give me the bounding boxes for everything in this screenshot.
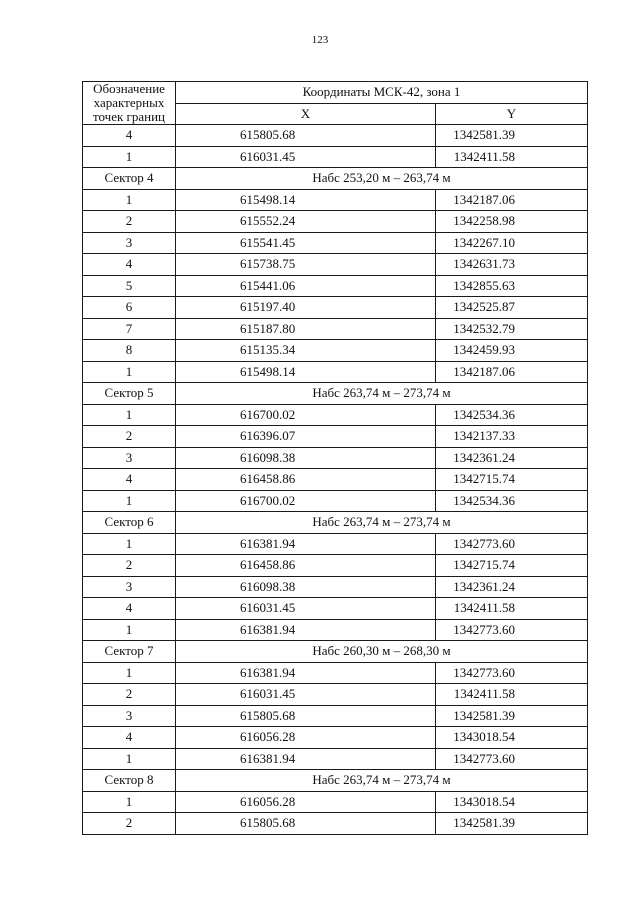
header-row xyxy=(83,82,588,104)
coordinate-row xyxy=(83,598,588,620)
sector-name: Сектор 4 xyxy=(83,168,176,190)
coordinate-row xyxy=(83,490,588,512)
x-coordinate-cell: 616381.94 xyxy=(176,619,436,641)
point-cell: 4 xyxy=(83,598,176,620)
y-coordinate-cell: 1342855.63 xyxy=(436,275,588,297)
point-column-header xyxy=(83,82,176,125)
y-coordinate-cell: 1342361.24 xyxy=(436,447,588,469)
coordinate-row xyxy=(83,619,588,641)
point-cell: 1 xyxy=(83,404,176,426)
coordinate-row xyxy=(83,813,588,835)
coordinate-row xyxy=(83,254,588,276)
sector-height-range: Набс 263,74 м – 273,74 м xyxy=(176,770,588,792)
coordinate-row xyxy=(83,189,588,211)
point-cell: 8 xyxy=(83,340,176,362)
sector-height-range: Набс 263,74 м – 273,74 м xyxy=(176,512,588,534)
point-cell: 3 xyxy=(83,232,176,254)
point-cell: 1 xyxy=(83,490,176,512)
point-cell: 3 xyxy=(83,576,176,598)
coordinate-row xyxy=(83,211,588,233)
y-coordinate-cell: 1342187.06 xyxy=(436,189,588,211)
coordinate-row xyxy=(83,576,588,598)
coordinates-table-body xyxy=(83,82,588,835)
x-coordinate-cell: 616031.45 xyxy=(176,684,436,706)
point-cell: 4 xyxy=(83,727,176,749)
x-coordinate-cell: 615135.34 xyxy=(176,340,436,362)
y-coordinate-cell: 1342773.60 xyxy=(436,662,588,684)
coordinate-row xyxy=(83,469,588,491)
coordinates-table xyxy=(82,81,588,835)
sector-name: Сектор 7 xyxy=(83,641,176,663)
point-header-line-1: Обозначение xyxy=(93,81,165,96)
coordinate-row xyxy=(83,705,588,727)
point-cell: 2 xyxy=(83,813,176,835)
sector-header-row xyxy=(83,512,588,534)
y-coordinate-cell: 1342267.10 xyxy=(436,232,588,254)
coordinates-title: Координаты МСК-42, зона 1 xyxy=(176,82,588,104)
x-coordinate-cell: 615738.75 xyxy=(176,254,436,276)
x-coordinate-cell: 615805.68 xyxy=(176,705,436,727)
coordinate-row xyxy=(83,447,588,469)
y-coordinate-cell: 1343018.54 xyxy=(436,791,588,813)
x-coordinate-cell: 615805.68 xyxy=(176,813,436,835)
coordinate-row xyxy=(83,340,588,362)
coordinate-row xyxy=(83,404,588,426)
coordinate-row xyxy=(83,275,588,297)
point-cell: 4 xyxy=(83,254,176,276)
sector-name: Сектор 5 xyxy=(83,383,176,405)
sector-name: Сектор 8 xyxy=(83,770,176,792)
point-cell: 2 xyxy=(83,211,176,233)
point-cell: 1 xyxy=(83,533,176,555)
y-coordinate-cell: 1342411.58 xyxy=(436,684,588,706)
point-cell: 4 xyxy=(83,469,176,491)
point-cell: 3 xyxy=(83,447,176,469)
x-coordinate-cell: 615541.45 xyxy=(176,232,436,254)
coordinate-row xyxy=(83,361,588,383)
y-coordinate-cell: 1342459.93 xyxy=(436,340,588,362)
y-coordinate-cell: 1342773.60 xyxy=(436,748,588,770)
point-cell: 1 xyxy=(83,619,176,641)
x-coordinate-cell: 615197.40 xyxy=(176,297,436,319)
y-coordinate-cell: 1342137.33 xyxy=(436,426,588,448)
point-cell: 1 xyxy=(83,189,176,211)
y-coordinate-cell: 1342411.58 xyxy=(436,598,588,620)
y-coordinate-cell: 1342258.98 xyxy=(436,211,588,233)
point-cell: 4 xyxy=(83,125,176,147)
coordinate-row xyxy=(83,232,588,254)
coordinate-row xyxy=(83,146,588,168)
y-coordinate-cell: 1342581.39 xyxy=(436,125,588,147)
point-header-line-2: характерных xyxy=(93,95,165,110)
x-coordinate-cell: 615187.80 xyxy=(176,318,436,340)
point-cell: 5 xyxy=(83,275,176,297)
point-cell: 1 xyxy=(83,748,176,770)
page-number: 123 xyxy=(311,34,329,46)
x-coordinate-cell: 616381.94 xyxy=(176,533,436,555)
y-coordinate-cell: 1342581.39 xyxy=(436,705,588,727)
sector-header-row xyxy=(83,168,588,190)
coordinate-row xyxy=(83,727,588,749)
coordinate-row xyxy=(83,297,588,319)
y-coordinate-cell: 1342715.74 xyxy=(436,469,588,491)
x-coordinate-cell: 615441.06 xyxy=(176,275,436,297)
coordinate-row xyxy=(83,684,588,706)
point-cell: 2 xyxy=(83,555,176,577)
y-coordinate-cell: 1342187.06 xyxy=(436,361,588,383)
x-coordinate-cell: 616056.28 xyxy=(176,791,436,813)
y-coordinate-cell: 1342411.58 xyxy=(436,146,588,168)
coordinate-row xyxy=(83,791,588,813)
y-coordinate-cell: 1343018.54 xyxy=(436,727,588,749)
x-coordinate-cell: 615498.14 xyxy=(176,189,436,211)
y-coordinate-cell: 1342581.39 xyxy=(436,813,588,835)
x-coordinate-cell: 616396.07 xyxy=(176,426,436,448)
point-cell: 2 xyxy=(83,426,176,448)
x-coordinate-cell: 616056.28 xyxy=(176,727,436,749)
point-cell: 2 xyxy=(83,684,176,706)
sector-name: Сектор 6 xyxy=(83,512,176,534)
point-cell: 6 xyxy=(83,297,176,319)
point-cell: 3 xyxy=(83,705,176,727)
x-coordinate-cell: 615805.68 xyxy=(176,125,436,147)
point-cell: 1 xyxy=(83,791,176,813)
sector-header-row xyxy=(83,770,588,792)
sector-height-range: Набс 260,30 м – 268,30 м xyxy=(176,641,588,663)
x-coordinate-cell: 616458.86 xyxy=(176,469,436,491)
x-coordinate-cell: 616098.38 xyxy=(176,447,436,469)
y-coordinate-cell: 1342715.74 xyxy=(436,555,588,577)
y-coordinate-cell: 1342534.36 xyxy=(436,490,588,512)
x-column-header: X xyxy=(176,103,436,125)
coordinate-row xyxy=(83,125,588,147)
x-coordinate-cell: 616700.02 xyxy=(176,490,436,512)
coordinate-row xyxy=(83,318,588,340)
coordinate-row xyxy=(83,426,588,448)
y-column-header: Y xyxy=(436,103,588,125)
x-coordinate-cell: 616381.94 xyxy=(176,748,436,770)
coordinate-row xyxy=(83,555,588,577)
x-coordinate-cell: 616458.86 xyxy=(176,555,436,577)
coordinate-row xyxy=(83,662,588,684)
y-coordinate-cell: 1342773.60 xyxy=(436,619,588,641)
y-coordinate-cell: 1342773.60 xyxy=(436,533,588,555)
x-coordinate-cell: 615498.14 xyxy=(176,361,436,383)
y-coordinate-cell: 1342525.87 xyxy=(436,297,588,319)
coordinate-row xyxy=(83,533,588,555)
sector-header-row xyxy=(83,383,588,405)
y-coordinate-cell: 1342361.24 xyxy=(436,576,588,598)
x-coordinate-cell: 616381.94 xyxy=(176,662,436,684)
point-cell: 7 xyxy=(83,318,176,340)
x-coordinate-cell: 616700.02 xyxy=(176,404,436,426)
point-cell: 1 xyxy=(83,361,176,383)
sector-height-range: Набс 263,74 м – 273,74 м xyxy=(176,383,588,405)
y-coordinate-cell: 1342534.36 xyxy=(436,404,588,426)
x-coordinate-cell: 615552.24 xyxy=(176,211,436,233)
y-coordinate-cell: 1342532.79 xyxy=(436,318,588,340)
x-coordinate-cell: 616031.45 xyxy=(176,146,436,168)
sector-header-row xyxy=(83,641,588,663)
sector-height-range: Набс 253,20 м – 263,74 м xyxy=(176,168,588,190)
point-header-line-3: точек границ xyxy=(92,109,166,124)
x-coordinate-cell: 616031.45 xyxy=(176,598,436,620)
coordinate-row xyxy=(83,748,588,770)
point-cell: 1 xyxy=(83,146,176,168)
y-coordinate-cell: 1342631.73 xyxy=(436,254,588,276)
x-coordinate-cell: 616098.38 xyxy=(176,576,436,598)
point-cell: 1 xyxy=(83,662,176,684)
